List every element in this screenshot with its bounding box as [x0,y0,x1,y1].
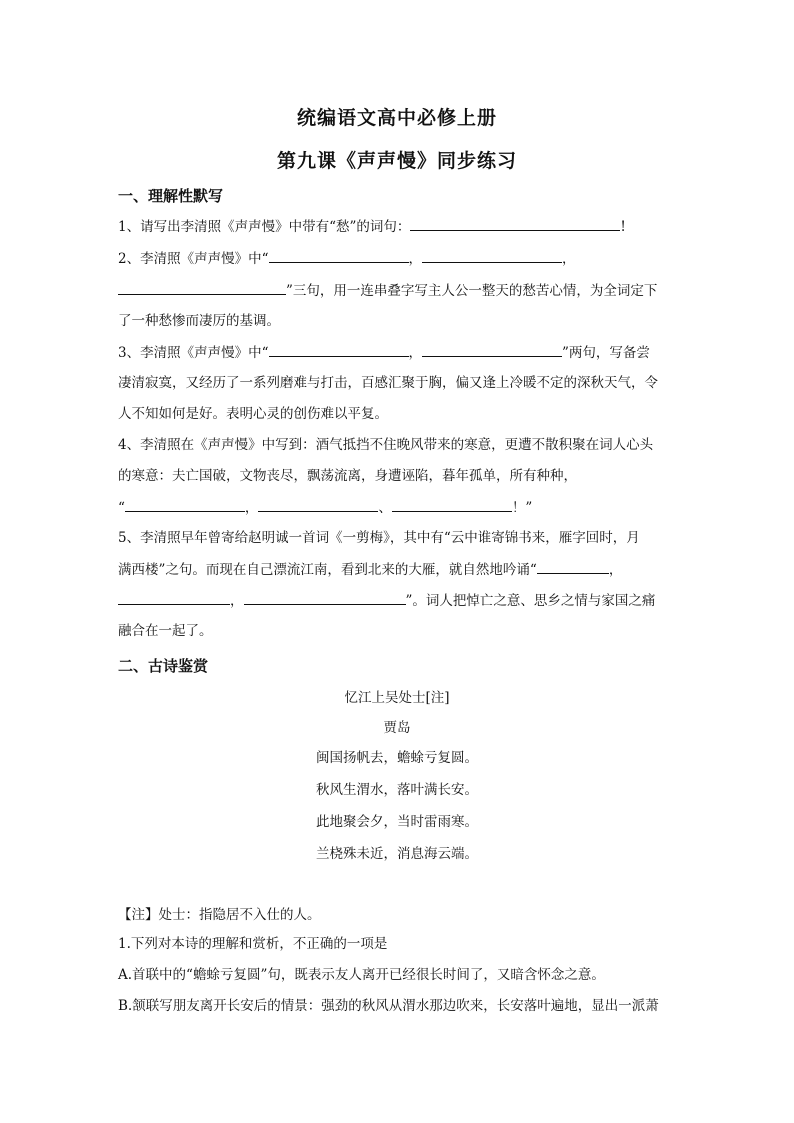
answer-blank[interactable] [422,248,562,263]
question-2-line-3: 了一种愁惨而凄厉的基调。 [118,313,280,329]
question-punct: “ [118,500,125,516]
poem-line: 兰桡殊未近，消息海云端。 [316,846,478,862]
question-punct: 、 [378,500,392,516]
question-prompt: 1.下列对本诗的理解和赏析，不正确的一项是 [118,936,388,952]
option-b: B.颔联写朋友离开长安后的情景：强劲的秋风从渭水那边吹来，长安落叶遍地，显出一派萧 [118,998,659,1014]
poem-title: 忆江上吴处士[注] [344,690,450,706]
question-punct: ， [408,345,422,361]
question-text: ”三句，用一连串叠字写主人公一整天的愁苦心情，为全词定下 [286,283,658,299]
poem-line: 此地聚会夕，当时雷雨寒。 [316,814,478,830]
question-text: ”。词人把悼亡之意、思乡之情与家国之痛 [405,593,656,609]
question-3-line-3: 人不知如何是好。表明心灵的创伤难以平复。 [118,406,388,422]
question-punct: ， [230,593,244,609]
answer-blank[interactable] [269,248,409,263]
poem-note: 【注】处士：指隐居不入仕的人。 [118,907,321,923]
question-4-line-1: 4、李清照在《声声慢》中写到：酒气抵挡不住晚风带来的寒意，更遭不散积聚在词人心头 [118,437,654,453]
answer-blank[interactable] [537,559,609,574]
question-1 [118,216,680,237]
section-heading-poetry: 二、古诗鉴赏 [118,657,209,675]
question-text: 2、李清照《声声慢》中“ [118,251,269,267]
question-2-line-2 [118,280,680,301]
answer-blank[interactable] [118,590,230,605]
question-5-line-4: 融合在一起了。 [118,623,213,639]
question-text: 满西楼”之句。而现在自己漂流江南，看到北来的大雁，就自然地吟诵“ [118,562,537,578]
answer-blank[interactable] [422,342,562,357]
answer-blank[interactable] [244,590,406,605]
question-5-line-3 [118,590,680,611]
question-punct: ， [562,251,576,267]
answer-blank[interactable] [125,497,245,512]
question-5-line-1: 5、李清照早年曾寄给赵明诚一首词《一剪梅》，其中有“云中谁寄锦书来，雁字回时，月 [118,530,640,546]
poem-line: 闽国扬帆去，蟾蜍亏复圆。 [316,750,478,766]
answer-blank[interactable] [258,497,378,512]
answer-blank[interactable] [392,497,512,512]
question-punct: ， [408,251,422,267]
document-title: 统编语文高中必修上册 [296,107,497,129]
question-punct: ， [608,562,623,578]
question-4-line-2: 的寒意：夫亡国破，文物丧尽，飘荡流离，身遭诬陷，暮年孤单，所有种种， [118,468,577,484]
question-3-line-1 [118,342,680,363]
question-2-line-1 [118,248,680,269]
lesson-subtitle: 第九课《声声慢》同步练习 [276,150,517,172]
question-text: ”两句，写备尝 [562,345,650,361]
question-text: 1、请写出李清照《声声慢》中带有“愁”的词句： [118,219,411,235]
option-a: A.首联中的“蟾蜍亏复圆”句，既表示友人离开已经很长时间了，又暗含怀念之意。 [118,967,605,983]
question-punct: ， [244,500,259,516]
answer-blank[interactable] [410,216,620,231]
question-punct: ! [620,219,626,235]
question-punct: ！” [511,500,533,516]
section-heading-dictation: 一、理解性默写 [118,187,224,205]
question-4-line-3 [118,497,680,518]
answer-blank[interactable] [269,342,409,357]
question-3-line-2: 凄清寂寞，又经历了一系列磨难与打击，百感汇聚于胸，偏又逢上冷暖不定的深秋天气，令 [118,375,658,391]
poem-author: 贾岛 [383,720,411,736]
answer-blank[interactable] [118,280,286,295]
question-5-line-2 [118,559,680,580]
question-text: 3、李清照《声声慢》中“ [118,345,269,361]
poem-line: 秋风生渭水，落叶满长安。 [316,782,478,798]
